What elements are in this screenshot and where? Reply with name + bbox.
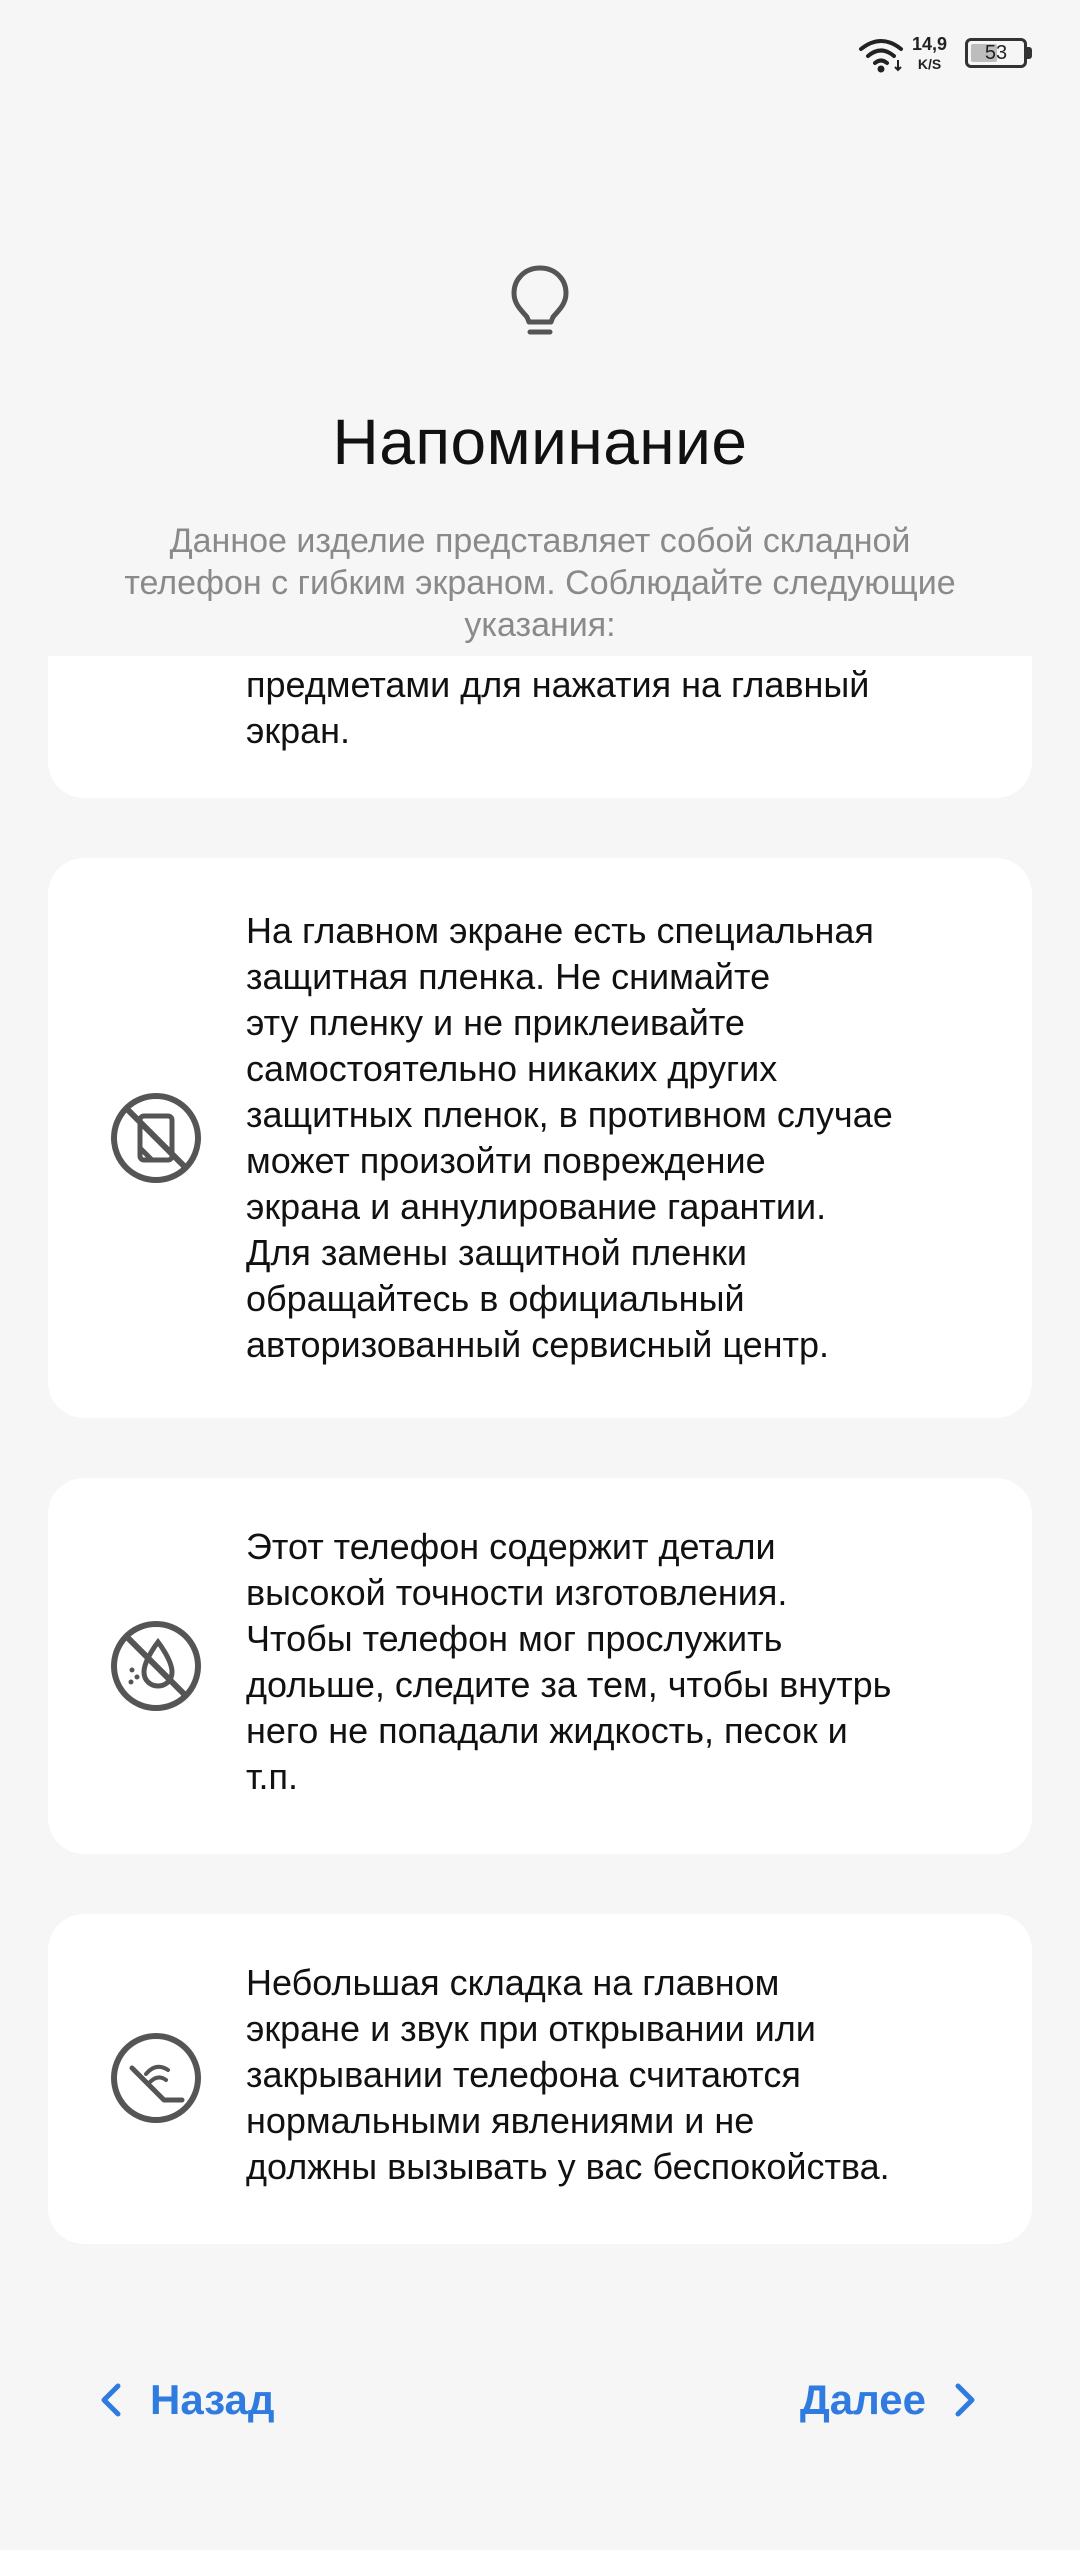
notice-card-partial: [48, 656, 1032, 798]
wifi-icon: [858, 36, 904, 74]
next-button-label: Далее: [799, 2376, 926, 2423]
notice-card-fold-crease: [48, 1914, 1032, 2244]
next-button[interactable]: [800, 2370, 980, 2430]
battery-icon: [965, 38, 1027, 68]
notice-card-screen-protector: [48, 858, 1032, 1418]
notice-text: Этот телефон содержит детали высокой точности изготовления. Чтобы телефон мог прослужить дольше, следите за тем, чтобы внутрь него не попадали жидкость, песок и т.п.: [246, 1526, 892, 1797]
fold-crease-icon: [110, 2032, 202, 2124]
notice-text: На главном экране есть специальная защитная пленка. Не снимайте эту пленку и не приклеивайте самостоятельно никаких других защитных пленок, в противном случае может произойти повреждение экрана и аннулирование гарантии. Для замены защитной пленки обращайтесь в официальный авторизованный сервисный центр.: [246, 910, 893, 1365]
back-button[interactable]: [96, 2370, 275, 2430]
back-button-label: Назад: [150, 2376, 275, 2423]
battery-level: 53: [984, 42, 1008, 64]
no-liquid-icon: [110, 1620, 202, 1712]
notice-text: предметами для нажатия на главный экран.: [246, 664, 870, 751]
notice-card-liquid: [48, 1478, 1032, 1854]
no-screen-protector-icon: [110, 1092, 202, 1184]
speed-value: 14,9: [912, 34, 948, 54]
chevron-right-icon: [950, 2380, 980, 2420]
network-speed: [912, 34, 947, 74]
chevron-left-icon: [96, 2380, 126, 2420]
battery-tip: [1027, 47, 1032, 59]
lightbulb-icon: [508, 264, 572, 344]
speed-unit: K/S: [917, 56, 942, 72]
page-title: Напоминание: [332, 406, 748, 478]
notice-list[interactable]: [0, 656, 1080, 2276]
notice-text: Небольшая складка на главном экране и звук при открывании или закрывании телефона считаются нормальными явлениями и не должны вызывать у вас беспокойства.: [246, 1962, 890, 2187]
page-subtitle: Данное изделие представляет собой складной телефон с гибким экраном. Соблюдайте следующие указания:: [124, 522, 956, 644]
status-bar: [0, 0, 1080, 110]
